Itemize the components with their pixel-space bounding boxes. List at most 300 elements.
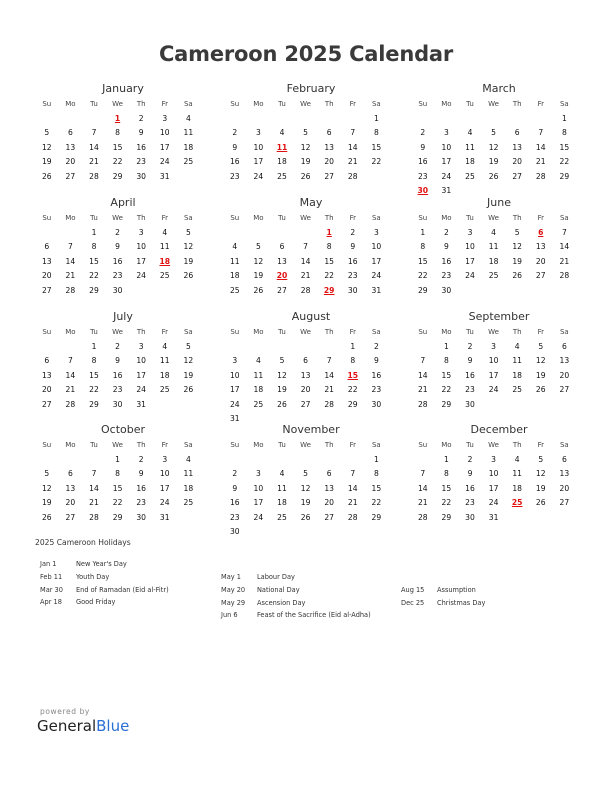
month-days-grid (35, 325, 211, 412)
date-cell: 13 (300, 370, 311, 380)
date-cell: 22 (347, 385, 358, 394)
holiday-name: New Year's Day (76, 560, 127, 568)
date-cell: 13 (559, 469, 570, 478)
weekday-header: Th (512, 214, 522, 222)
date-cell: 5 (255, 242, 261, 251)
date-cell: 14 (89, 483, 99, 493)
date-cell: 21 (300, 271, 311, 280)
empty-cell (270, 340, 294, 355)
date-cell: 19 (183, 370, 194, 380)
weekday-header: Mo (441, 214, 452, 222)
date-cell: 4 (514, 341, 520, 351)
empty-cell (270, 226, 294, 241)
empty-cell (270, 112, 294, 127)
holidays-column (221, 571, 371, 622)
date-cell: 16 (465, 483, 475, 493)
date-cell: 30 (465, 512, 475, 522)
empty-cell (82, 453, 106, 468)
date-cell: 5 (185, 341, 191, 351)
month-days-grid (411, 211, 587, 298)
holiday-date: 25 (511, 498, 523, 507)
holiday-row (221, 584, 371, 597)
date-cell: 28 (347, 171, 358, 181)
date-cell: 29 (559, 171, 570, 181)
date-cell: 22 (371, 498, 382, 507)
month-name: March (482, 82, 516, 95)
date-cell: 10 (488, 469, 499, 478)
date-cell: 23 (465, 385, 475, 394)
month-days-grid (411, 97, 587, 199)
brand-general: General (37, 717, 97, 735)
date-cell: 13 (65, 142, 76, 152)
date-cell: 24 (253, 171, 264, 181)
date-cell: 28 (347, 512, 358, 522)
weekday-header: Mo (65, 328, 76, 336)
date-cell: 21 (417, 385, 428, 394)
weekday-header: Sa (183, 328, 193, 336)
date-cell: 8 (350, 356, 356, 365)
date-cell: 21 (417, 498, 428, 507)
holiday-name: Good Friday (76, 598, 116, 607)
date-cell: 22 (112, 157, 123, 166)
date-cell: 26 (41, 171, 52, 181)
date-cell: 27 (65, 171, 76, 181)
date-cell: 10 (229, 370, 240, 380)
date-cell: 24 (253, 512, 264, 522)
month-days-grid (411, 325, 587, 412)
weekday-header: We (488, 100, 499, 108)
date-cell: 13 (535, 242, 546, 251)
weekday-header: We (300, 100, 311, 108)
weekday-header: Sa (371, 214, 381, 222)
date-cell: 30 (136, 171, 146, 181)
date-cell: 22 (89, 271, 99, 280)
date-cell: 2 (467, 454, 473, 464)
month-october (35, 422, 211, 525)
date-cell: 6 (44, 356, 50, 365)
weekday-header: Su (418, 214, 428, 222)
date-cell: 31 (441, 186, 452, 195)
date-cell: 11 (159, 356, 170, 365)
weekday-header: Th (136, 214, 146, 222)
weekday-header: We (112, 214, 123, 222)
date-cell: 12 (300, 483, 311, 493)
date-cell: 28 (417, 512, 428, 522)
date-cell: 28 (65, 285, 76, 295)
date-cell: 29 (112, 171, 123, 181)
date-cell: 27 (65, 512, 76, 522)
month-days-grid (223, 97, 399, 184)
weekday-header: We (300, 214, 311, 222)
holiday-row (221, 571, 371, 584)
empty-cell (247, 112, 271, 127)
date-cell: 8 (326, 242, 332, 251)
date-cell: 10 (253, 483, 264, 493)
weekday-header: Sa (559, 214, 569, 222)
date-cell: 31 (159, 512, 170, 522)
date-cell: 14 (347, 483, 358, 493)
weekday-header: Fr (161, 441, 168, 449)
date-cell: 15 (324, 256, 334, 266)
month-november (223, 422, 399, 540)
date-cell: 16 (229, 157, 240, 166)
date-cell: 11 (253, 370, 264, 380)
empty-cell (223, 226, 247, 241)
date-cell: 19 (253, 271, 264, 280)
date-cell: 25 (229, 285, 240, 295)
date-cell: 15 (441, 483, 452, 493)
weekday-header: Tu (278, 441, 286, 449)
date-cell: 21 (559, 256, 570, 266)
date-cell: 20 (65, 498, 76, 507)
date-cell: 28 (300, 285, 311, 295)
date-cell: 31 (136, 399, 146, 409)
date-cell: 25 (159, 385, 170, 394)
weekday-header: Sa (183, 441, 193, 449)
holiday-row (40, 596, 169, 609)
date-cell: 2 (138, 113, 144, 123)
date-cell: 3 (467, 227, 473, 237)
brand-name (37, 717, 129, 735)
date-cell: 18 (277, 157, 287, 166)
date-cell: 24 (136, 271, 146, 280)
month-days-grid (223, 438, 399, 540)
date-cell: 3 (491, 454, 496, 464)
month-name: October (100, 423, 146, 436)
date-cell: 29 (112, 512, 123, 522)
weekday-header: We (112, 328, 123, 336)
weekday-header: Mo (441, 328, 452, 336)
empty-cell (294, 112, 318, 127)
date-cell: 23 (229, 171, 240, 181)
date-cell: 4 (232, 242, 238, 251)
date-cell: 24 (441, 171, 452, 181)
date-cell: 5 (303, 128, 308, 137)
weekday-header: We (488, 328, 499, 336)
date-cell: 20 (324, 498, 334, 507)
month-days-grid (411, 438, 587, 525)
date-cell: 14 (417, 483, 428, 493)
month-july (35, 309, 211, 412)
date-cell: 20 (324, 157, 334, 166)
date-cell: 2 (115, 341, 120, 351)
date-cell: 6 (67, 469, 73, 478)
weekday-header: Su (418, 441, 428, 449)
date-cell: 10 (253, 142, 264, 152)
weekday-header: Th (324, 214, 334, 222)
date-cell: 7 (67, 356, 73, 365)
date-cell: 19 (488, 157, 499, 166)
date-cell: 11 (183, 469, 194, 478)
weekday-header: Th (136, 328, 146, 336)
holiday-date: 11 (276, 142, 288, 152)
weekday-header: Mo (253, 100, 264, 108)
weekday-header: Tu (466, 100, 474, 108)
date-cell: 1 (443, 341, 449, 351)
empty-cell (223, 453, 247, 468)
date-cell: 4 (514, 454, 520, 464)
weekday-header: Mo (253, 328, 264, 336)
weekday-header: Su (42, 441, 52, 449)
weekday-header: Su (418, 328, 428, 336)
date-cell: 30 (465, 399, 475, 409)
date-cell: 25 (465, 171, 475, 181)
empty-cell (59, 340, 83, 355)
date-cell: 23 (347, 271, 358, 280)
date-cell: 9 (467, 469, 473, 478)
date-cell: 2 (115, 227, 120, 237)
date-cell: 26 (41, 512, 52, 522)
date-cell: 29 (89, 399, 99, 409)
date-cell: 10 (488, 356, 499, 365)
weekday-header: Fr (537, 441, 544, 449)
date-cell: 4 (279, 469, 285, 478)
date-cell: 8 (561, 128, 567, 137)
date-cell: 13 (324, 483, 334, 493)
date-cell: 13 (41, 370, 52, 380)
date-cell: 16 (112, 256, 123, 266)
date-cell: 6 (561, 454, 567, 464)
date-cell: 23 (465, 498, 475, 507)
page-title: Cameroon 2025 Calendar (158, 42, 454, 66)
date-cell: 29 (371, 512, 382, 522)
date-cell: 9 (115, 242, 120, 251)
date-cell: 19 (300, 157, 311, 166)
date-cell: 7 (91, 128, 97, 137)
month-days-grid (35, 97, 211, 184)
date-cell: 13 (512, 142, 522, 152)
date-cell: 15 (112, 142, 123, 152)
date-cell: 30 (112, 399, 123, 409)
date-cell: 30 (441, 285, 452, 295)
date-cell: 28 (417, 399, 428, 409)
holiday-date-label: May 1 (221, 573, 241, 581)
date-cell: 21 (347, 157, 358, 166)
empty-cell (35, 340, 59, 355)
weekday-header: Sa (183, 100, 193, 108)
weekday-header: Fr (161, 328, 168, 336)
date-cell: 19 (277, 385, 287, 394)
date-cell: 22 (371, 157, 382, 166)
weekday-header: Th (136, 100, 146, 108)
date-cell: 21 (347, 498, 358, 507)
date-cell: 3 (443, 128, 449, 137)
month-days-grid (223, 211, 399, 298)
date-cell: 24 (159, 157, 170, 166)
date-cell: 3 (138, 227, 144, 237)
date-cell: 22 (112, 498, 123, 507)
date-cell: 27 (512, 171, 522, 181)
date-cell: 23 (441, 271, 452, 280)
date-cell: 13 (559, 356, 570, 365)
date-cell: 8 (115, 469, 120, 478)
empty-cell (529, 112, 553, 127)
date-cell: 24 (229, 399, 240, 409)
date-cell: 1 (561, 113, 567, 123)
date-cell: 20 (300, 385, 311, 394)
date-cell: 12 (488, 142, 499, 152)
date-cell: 2 (138, 454, 144, 464)
date-cell: 19 (535, 370, 546, 380)
date-cell: 17 (253, 498, 264, 507)
date-cell: 18 (512, 370, 522, 380)
weekday-header: Fr (161, 100, 168, 108)
date-cell: 17 (488, 370, 499, 380)
date-cell: 27 (277, 285, 287, 295)
empty-cell (317, 112, 341, 127)
date-cell: 22 (417, 271, 428, 280)
date-cell: 19 (535, 483, 546, 493)
date-cell: 12 (41, 142, 52, 152)
holiday-date-label: Jan 1 (40, 560, 57, 568)
date-cell: 7 (538, 128, 544, 137)
date-cell: 14 (535, 142, 546, 152)
date-cell: 9 (420, 142, 426, 152)
date-cell: 15 (89, 370, 99, 380)
date-cell: 22 (559, 157, 570, 166)
date-cell: 4 (185, 454, 191, 464)
date-cell: 12 (277, 370, 287, 380)
date-cell: 29 (417, 285, 428, 295)
holiday-row (221, 597, 371, 610)
date-cell: 27 (559, 385, 570, 394)
month-days-grid (35, 438, 211, 525)
date-cell: 8 (373, 469, 379, 478)
empty-cell (35, 226, 59, 241)
date-cell: 20 (41, 385, 52, 394)
date-cell: 31 (371, 285, 382, 295)
date-cell: 12 (300, 142, 311, 152)
date-cell: 13 (277, 256, 287, 266)
empty-cell (247, 340, 271, 355)
holiday-row (40, 558, 169, 571)
date-cell: 10 (159, 128, 170, 137)
date-cell: 25 (512, 385, 522, 394)
date-cell: 2 (232, 469, 238, 478)
weekday-header: Mo (441, 441, 452, 449)
holiday-date: 29 (323, 285, 335, 295)
date-cell: 17 (229, 385, 240, 394)
date-cell: 3 (162, 454, 168, 464)
month-name: June (487, 196, 511, 209)
date-cell: 16 (441, 256, 452, 266)
weekday-header: Th (136, 441, 146, 449)
date-cell: 9 (467, 356, 473, 365)
holiday-date: 1 (326, 227, 332, 237)
date-cell: 5 (185, 227, 191, 237)
month-august (223, 309, 399, 427)
holiday-row (221, 609, 371, 622)
date-cell: 8 (91, 356, 97, 365)
date-cell: 11 (488, 242, 499, 251)
month-february (223, 81, 399, 184)
date-cell: 27 (559, 498, 570, 507)
date-cell: 12 (535, 469, 546, 478)
date-cell: 11 (159, 242, 170, 251)
date-cell: 23 (417, 171, 428, 181)
date-cell: 20 (559, 483, 570, 493)
empty-cell (35, 112, 59, 127)
date-cell: 25 (277, 171, 287, 181)
date-cell: 10 (159, 469, 170, 478)
empty-cell (341, 453, 365, 468)
date-cell: 22 (89, 385, 99, 394)
date-cell: 14 (417, 370, 428, 380)
empty-cell (341, 112, 365, 127)
weekday-header: Sa (559, 100, 569, 108)
holidays-column (40, 558, 169, 609)
holiday-date-label: Mar 30 (40, 585, 63, 594)
date-cell: 11 (465, 142, 475, 152)
weekday-header: We (112, 100, 123, 108)
date-cell: 17 (465, 256, 475, 266)
weekday-header: Su (230, 441, 240, 449)
date-cell: 16 (371, 370, 382, 380)
weekday-header: Tu (278, 100, 286, 108)
date-cell: 6 (279, 242, 285, 251)
date-cell: 23 (136, 157, 146, 166)
date-cell: 18 (183, 142, 194, 152)
date-cell: 9 (443, 242, 449, 251)
date-cell: 21 (535, 157, 546, 166)
date-cell: 12 (41, 483, 52, 493)
date-cell: 26 (300, 512, 311, 522)
date-cell: 9 (138, 469, 144, 478)
date-cell: 7 (303, 242, 308, 251)
date-cell: 30 (347, 285, 358, 295)
date-cell: 16 (465, 370, 475, 380)
date-cell: 4 (162, 227, 168, 237)
date-cell: 30 (371, 399, 382, 409)
date-cell: 16 (347, 256, 358, 266)
date-cell: 27 (324, 171, 334, 181)
date-cell: 7 (420, 356, 426, 365)
date-cell: 31 (229, 414, 240, 423)
date-cell: 21 (89, 498, 99, 507)
date-cell: 5 (303, 469, 308, 478)
date-cell: 31 (159, 171, 170, 181)
date-cell: 2 (350, 227, 356, 237)
date-cell: 1 (373, 113, 379, 123)
holiday-date: 6 (538, 227, 544, 237)
weekday-header: Th (324, 328, 334, 336)
date-cell: 25 (159, 271, 170, 280)
date-cell: 19 (41, 498, 52, 507)
date-cell: 24 (371, 271, 382, 280)
weekday-header: Th (324, 441, 334, 449)
month-name: February (286, 82, 336, 95)
date-cell: 7 (350, 469, 356, 478)
month-june (411, 195, 587, 298)
weekday-header: Fr (537, 214, 544, 222)
month-september (411, 309, 587, 412)
date-cell: 9 (350, 242, 356, 251)
date-cell: 15 (112, 483, 123, 493)
holiday-row (40, 584, 169, 597)
month-name: April (110, 196, 136, 209)
empty-cell (294, 226, 318, 241)
date-cell: 8 (443, 356, 449, 365)
month-name: December (470, 423, 528, 436)
date-cell: 10 (136, 242, 146, 251)
date-cell: 23 (112, 271, 123, 280)
date-cell: 28 (89, 512, 99, 522)
date-cell: 23 (136, 498, 146, 507)
date-cell: 4 (185, 113, 191, 123)
date-cell: 6 (44, 242, 50, 251)
date-cell: 15 (371, 483, 382, 493)
date-cell: 8 (373, 128, 379, 137)
